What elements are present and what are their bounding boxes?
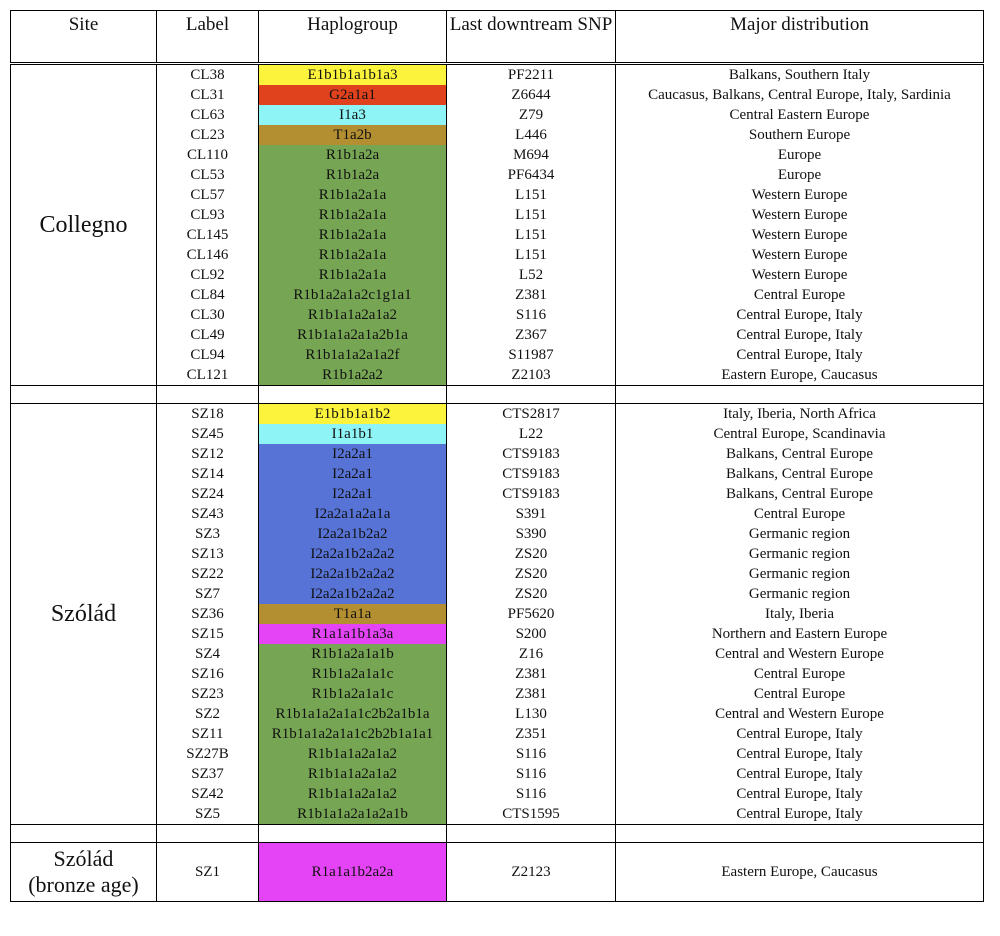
- table-row: [11, 704, 984, 724]
- table-row: [11, 764, 984, 784]
- table-row: [11, 444, 984, 464]
- table-row: [11, 524, 984, 544]
- haplogroup-cell: I2a2a1a2a1a: [259, 504, 447, 524]
- haplogroup-cell: R1a1a1b2a2a: [259, 843, 447, 902]
- table-row: [11, 744, 984, 764]
- haplogroup-cell: R1b1a2a1a2c1g1a1: [259, 285, 447, 305]
- table-row: [11, 504, 984, 524]
- distribution-cell: Caucasus, Balkans, Central Europe, Italy, Sardinia: [616, 85, 984, 105]
- distribution-cell: Western Europe: [616, 245, 984, 265]
- snp-cell: S116: [447, 744, 616, 764]
- label-cell: SZ45: [157, 424, 259, 444]
- snp-cell: PF6434: [447, 165, 616, 185]
- snp-cell: M694: [447, 145, 616, 165]
- haplogroup-cell: R1a1a1b1a3a: [259, 624, 447, 644]
- label-cell: SZ14: [157, 464, 259, 484]
- distribution-cell: Central Eastern Europe: [616, 105, 984, 125]
- table-row: [11, 604, 984, 624]
- snp-cell: CTS1595: [447, 804, 616, 825]
- label-cell: SZ1: [157, 843, 259, 902]
- distribution-cell: Europe: [616, 145, 984, 165]
- table-row: [11, 724, 984, 744]
- distribution-cell: Southern Europe: [616, 125, 984, 145]
- distribution-cell: Central Europe: [616, 504, 984, 524]
- distribution-cell: Central Europe, Italy: [616, 744, 984, 764]
- haplogroup-cell: R1b1a2a1a: [259, 225, 447, 245]
- haplogroup-cell: R1b1a2a1a: [259, 205, 447, 225]
- haplogroup-cell: I1a1b1: [259, 424, 447, 444]
- distribution-cell: Balkans, Central Europe: [616, 444, 984, 464]
- haplogroup-cell: R1b1a1a2a1a1c2b2b1a1a1: [259, 724, 447, 744]
- table-row: [11, 285, 984, 305]
- table-row: [11, 225, 984, 245]
- distribution-cell: Central Europe, Italy: [616, 784, 984, 804]
- snp-cell: CTS9183: [447, 464, 616, 484]
- label-cell: SZ43: [157, 504, 259, 524]
- table-row: [11, 784, 984, 804]
- header-snp: Last downtream SNP: [447, 11, 616, 64]
- label-cell: CL121: [157, 365, 259, 386]
- distribution-cell: Central Europe: [616, 684, 984, 704]
- spacer-cell: [259, 825, 447, 843]
- haplogroup-cell: R1b1a1a2a1a2: [259, 784, 447, 804]
- distribution-cell: Central and Western Europe: [616, 704, 984, 724]
- snp-cell: L151: [447, 225, 616, 245]
- distribution-cell: Germanic region: [616, 584, 984, 604]
- snp-cell: L151: [447, 245, 616, 265]
- label-cell: CL145: [157, 225, 259, 245]
- table-row: [11, 64, 984, 86]
- label-cell: CL93: [157, 205, 259, 225]
- haplogroup-cell: T1a1a: [259, 604, 447, 624]
- snp-cell: L151: [447, 205, 616, 225]
- snp-cell: Z2123: [447, 843, 616, 902]
- label-cell: CL94: [157, 345, 259, 365]
- haplogroup-cell: R1b1a2a1a: [259, 245, 447, 265]
- haplogroup-cell: E1b1b1a1b1a3: [259, 64, 447, 86]
- haplogroup-cell: I2a2a1b2a2a2: [259, 544, 447, 564]
- label-cell: CL63: [157, 105, 259, 125]
- label-cell: SZ18: [157, 404, 259, 425]
- distribution-cell: Eastern Europe, Caucasus: [616, 843, 984, 902]
- snp-cell: ZS20: [447, 564, 616, 584]
- table-body: [11, 64, 984, 902]
- spacer-cell: [447, 386, 616, 404]
- table-row: [11, 305, 984, 325]
- distribution-cell: Balkans, Central Europe: [616, 484, 984, 504]
- site-cell: Collegno: [11, 64, 157, 386]
- label-cell: SZ16: [157, 664, 259, 684]
- haplogroup-cell: I1a3: [259, 105, 447, 125]
- table-row: [11, 165, 984, 185]
- table-row: [11, 245, 984, 265]
- distribution-cell: Germanic region: [616, 544, 984, 564]
- snp-cell: ZS20: [447, 584, 616, 604]
- distribution-cell: Balkans, Southern Italy: [616, 64, 984, 86]
- header-label: Label: [157, 11, 259, 64]
- label-cell: CL53: [157, 165, 259, 185]
- table-row: [11, 804, 984, 825]
- snp-cell: Z381: [447, 285, 616, 305]
- snp-cell: S116: [447, 784, 616, 804]
- distribution-cell: Central Europe: [616, 285, 984, 305]
- haplogroup-cell: R1b1a2a: [259, 165, 447, 185]
- distribution-cell: Central Europe: [616, 664, 984, 684]
- table-row: [11, 85, 984, 105]
- table-row: [11, 205, 984, 225]
- snp-cell: Z6644: [447, 85, 616, 105]
- snp-cell: Z2103: [447, 365, 616, 386]
- label-cell: SZ23: [157, 684, 259, 704]
- distribution-cell: Central Europe, Italy: [616, 724, 984, 744]
- label-cell: SZ5: [157, 804, 259, 825]
- haplogroup-cell: T1a2b: [259, 125, 447, 145]
- haplogroup-cell: I2a2a1b2a2: [259, 524, 447, 544]
- spacer-cell: [616, 825, 984, 843]
- label-cell: SZ11: [157, 724, 259, 744]
- snp-cell: ZS20: [447, 544, 616, 564]
- table-row: [11, 265, 984, 285]
- snp-cell: CTS2817: [447, 404, 616, 425]
- label-cell: CL92: [157, 265, 259, 285]
- snp-cell: S391: [447, 504, 616, 524]
- haplogroup-cell: G2a1a1: [259, 85, 447, 105]
- haplogroup-cell: R1b1a1a2a1a2a1b: [259, 804, 447, 825]
- distribution-cell: Northern and Eastern Europe: [616, 624, 984, 644]
- table-row: [11, 544, 984, 564]
- haplogroup-cell: R1b1a2a1a: [259, 265, 447, 285]
- haplogroup-cell: E1b1b1a1b2: [259, 404, 447, 425]
- site-cell: Szólád (bronze age): [11, 843, 157, 902]
- table-row: [11, 644, 984, 664]
- distribution-cell: Central Europe, Italy: [616, 804, 984, 825]
- label-cell: SZ24: [157, 484, 259, 504]
- table-row: [11, 564, 984, 584]
- snp-cell: CTS9183: [447, 484, 616, 504]
- table-row: [11, 584, 984, 604]
- label-cell: CL146: [157, 245, 259, 265]
- label-cell: SZ37: [157, 764, 259, 784]
- label-cell: CL38: [157, 64, 259, 86]
- spacer-cell: [447, 825, 616, 843]
- distribution-cell: Western Europe: [616, 205, 984, 225]
- header-row: [11, 11, 984, 64]
- snp-cell: S390: [447, 524, 616, 544]
- table-row: [11, 145, 984, 165]
- snp-cell: L22: [447, 424, 616, 444]
- haplogroup-cell: R1b1a2a1a: [259, 185, 447, 205]
- label-cell: CL23: [157, 125, 259, 145]
- spacer-cell: [11, 825, 157, 843]
- label-cell: SZ22: [157, 564, 259, 584]
- snp-cell: L52: [447, 265, 616, 285]
- haplogroup-cell: I2a2a1b2a2a2: [259, 564, 447, 584]
- site-cell: Szólád: [11, 404, 157, 825]
- distribution-cell: Germanic region: [616, 524, 984, 544]
- haplogroup-cell: I2a2a1: [259, 484, 447, 504]
- table-row: [11, 464, 984, 484]
- table-row: [11, 365, 984, 386]
- table-row: [11, 105, 984, 125]
- haplogroup-cell: R1b1a2a1a1c: [259, 664, 447, 684]
- spacer-cell: [616, 386, 984, 404]
- snp-cell: S116: [447, 764, 616, 784]
- label-cell: SZ3: [157, 524, 259, 544]
- label-cell: CL57: [157, 185, 259, 205]
- table-row: [11, 325, 984, 345]
- snp-cell: L446: [447, 125, 616, 145]
- label-cell: CL49: [157, 325, 259, 345]
- header-site: Site: [11, 11, 157, 64]
- label-cell: SZ27B: [157, 744, 259, 764]
- label-cell: SZ13: [157, 544, 259, 564]
- distribution-cell: Western Europe: [616, 225, 984, 245]
- label-cell: CL110: [157, 145, 259, 165]
- snp-cell: Z381: [447, 684, 616, 704]
- snp-cell: L130: [447, 704, 616, 724]
- distribution-cell: Western Europe: [616, 185, 984, 205]
- haplogroup-cell: R1b1a1a2a1a2: [259, 305, 447, 325]
- table-row: [11, 664, 984, 684]
- snp-cell: L151: [447, 185, 616, 205]
- header-haplogroup: Haplogroup: [259, 11, 447, 64]
- label-cell: SZ36: [157, 604, 259, 624]
- snp-cell: PF2211: [447, 64, 616, 86]
- haplogroup-cell: R1b1a2a2: [259, 365, 447, 386]
- haplogroup-cell: R1b1a1a2a1a2b1a: [259, 325, 447, 345]
- distribution-cell: Europe: [616, 165, 984, 185]
- snp-cell: S116: [447, 305, 616, 325]
- haplogroup-cell: I2a2a1: [259, 444, 447, 464]
- label-cell: CL30: [157, 305, 259, 325]
- haplogroup-cell: R1b1a2a1a1b: [259, 644, 447, 664]
- bronze-age-row: [11, 843, 984, 902]
- table-row: [11, 345, 984, 365]
- spacer-row: [11, 386, 984, 404]
- distribution-cell: Eastern Europe, Caucasus: [616, 365, 984, 386]
- distribution-cell: Balkans, Central Europe: [616, 464, 984, 484]
- haplogroup-cell: R1b1a1a2a1a2: [259, 764, 447, 784]
- table-row: [11, 404, 984, 425]
- snp-cell: PF5620: [447, 604, 616, 624]
- spacer-cell: [11, 386, 157, 404]
- label-cell: SZ4: [157, 644, 259, 664]
- spacer-cell: [157, 825, 259, 843]
- distribution-cell: Central Europe, Italy: [616, 345, 984, 365]
- haplogroup-cell: R1b1a2a1a1c: [259, 684, 447, 704]
- table-row: [11, 484, 984, 504]
- table-row: [11, 125, 984, 145]
- distribution-cell: Italy, Iberia, North Africa: [616, 404, 984, 425]
- snp-cell: CTS9183: [447, 444, 616, 464]
- label-cell: CL84: [157, 285, 259, 305]
- table-row: [11, 684, 984, 704]
- distribution-cell: Italy, Iberia: [616, 604, 984, 624]
- table-row: [11, 624, 984, 644]
- snp-cell: Z16: [447, 644, 616, 664]
- haplogroup-cell: I2a2a1: [259, 464, 447, 484]
- distribution-cell: Western Europe: [616, 265, 984, 285]
- distribution-cell: Central Europe, Italy: [616, 764, 984, 784]
- spacer-cell: [259, 386, 447, 404]
- snp-cell: Z381: [447, 664, 616, 684]
- distribution-cell: Germanic region: [616, 564, 984, 584]
- header-distribution: Major distribution: [616, 11, 984, 64]
- table-row: [11, 185, 984, 205]
- distribution-cell: Central Europe, Scandinavia: [616, 424, 984, 444]
- label-cell: SZ42: [157, 784, 259, 804]
- label-cell: SZ2: [157, 704, 259, 724]
- haplogroup-cell: R1b1a2a: [259, 145, 447, 165]
- snp-cell: Z351: [447, 724, 616, 744]
- haplogroup-cell: I2a2a1b2a2a2: [259, 584, 447, 604]
- distribution-cell: Central Europe, Italy: [616, 325, 984, 345]
- haplogroup-cell: R1b1a1a2a1a2f: [259, 345, 447, 365]
- snp-cell: S200: [447, 624, 616, 644]
- label-cell: SZ12: [157, 444, 259, 464]
- distribution-cell: Central Europe, Italy: [616, 305, 984, 325]
- label-cell: SZ15: [157, 624, 259, 644]
- haplogroup-cell: R1b1a1a2a1a1c2b2a1b1a: [259, 704, 447, 724]
- haplogroup-cell: R1b1a1a2a1a2: [259, 744, 447, 764]
- spacer-cell: [157, 386, 259, 404]
- snp-cell: Z367: [447, 325, 616, 345]
- spacer-row: [11, 825, 984, 843]
- label-cell: CL31: [157, 85, 259, 105]
- snp-cell: Z79: [447, 105, 616, 125]
- table-row: [11, 424, 984, 444]
- snp-cell: S11987: [447, 345, 616, 365]
- distribution-cell: Central and Western Europe: [616, 644, 984, 664]
- label-cell: SZ7: [157, 584, 259, 604]
- haplogroup-table: [10, 10, 984, 902]
